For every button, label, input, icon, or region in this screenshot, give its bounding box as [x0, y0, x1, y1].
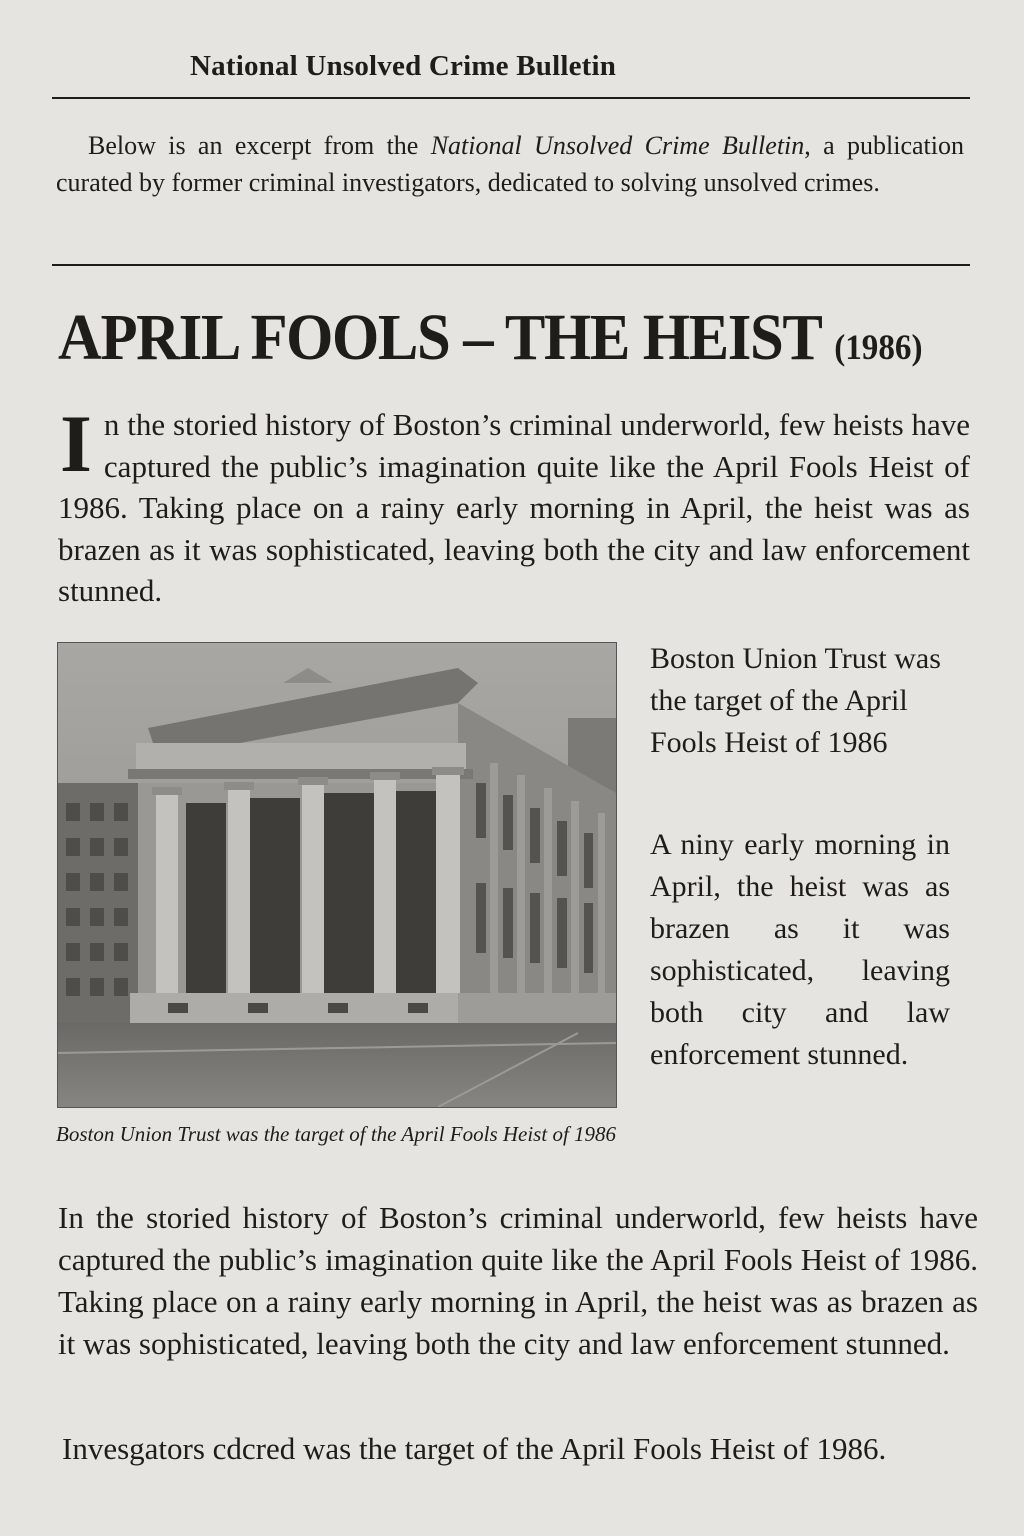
headline-title: APRIL FOOLS – THE HEIST [58, 301, 821, 374]
drop-cap: I [60, 398, 92, 489]
intro-publication: National Unsolved Crime Bulletin [430, 131, 805, 160]
headline-year: (1986) [834, 327, 923, 367]
article-headline [58, 300, 923, 376]
intro-before: Below is an excerpt from the [88, 131, 431, 160]
body-paragraph-3: Invesgators cdcred was the target of the April Fools Heist of 1986. [62, 1431, 887, 1466]
intro-after: , a publication curated by former criminal investigators, dedicated to solving unsolved crimes. [56, 131, 965, 197]
intro-text [56, 127, 964, 201]
masthead-title: National Unsolved Crime Bulletin [190, 50, 617, 82]
lead-paragraph-text: n the storied history of Boston’s criminal underworld, few heists have captured the public’s imagination quite like the April Fools Heist of 1986. Taking place on a rainy early morning in April, the heist was as brazen as it was sophisticated, leaving both the city and law enforcement stunned. [58, 407, 970, 608]
top-rule [52, 97, 970, 99]
section-rule [52, 264, 970, 266]
sidebar-text-2: A niny early morning in April, the heist was as brazen as it was sophisticated, leaving both city and law enforcement stunned. [650, 828, 950, 1071]
lead-paragraph [58, 398, 970, 612]
bank-building-photo [57, 642, 617, 1108]
photo-caption: Boston Union Trust was the target of the April Fools Heist of 1986 [56, 1122, 617, 1146]
body-paragraph-2: In the storied history of Boston’s criminal underworld, few heists have captured the public’s imagination quite like the April Fools Heist of 1986. Taking place on a rainy early morning in April, the heist was as brazen as it was sophisticated, leaving both the city and law enforcement stunned. [58, 1200, 978, 1361]
sidebar-text-1: Boston Union Trust was the target of the April Fools Heist of 1986 [650, 642, 941, 759]
